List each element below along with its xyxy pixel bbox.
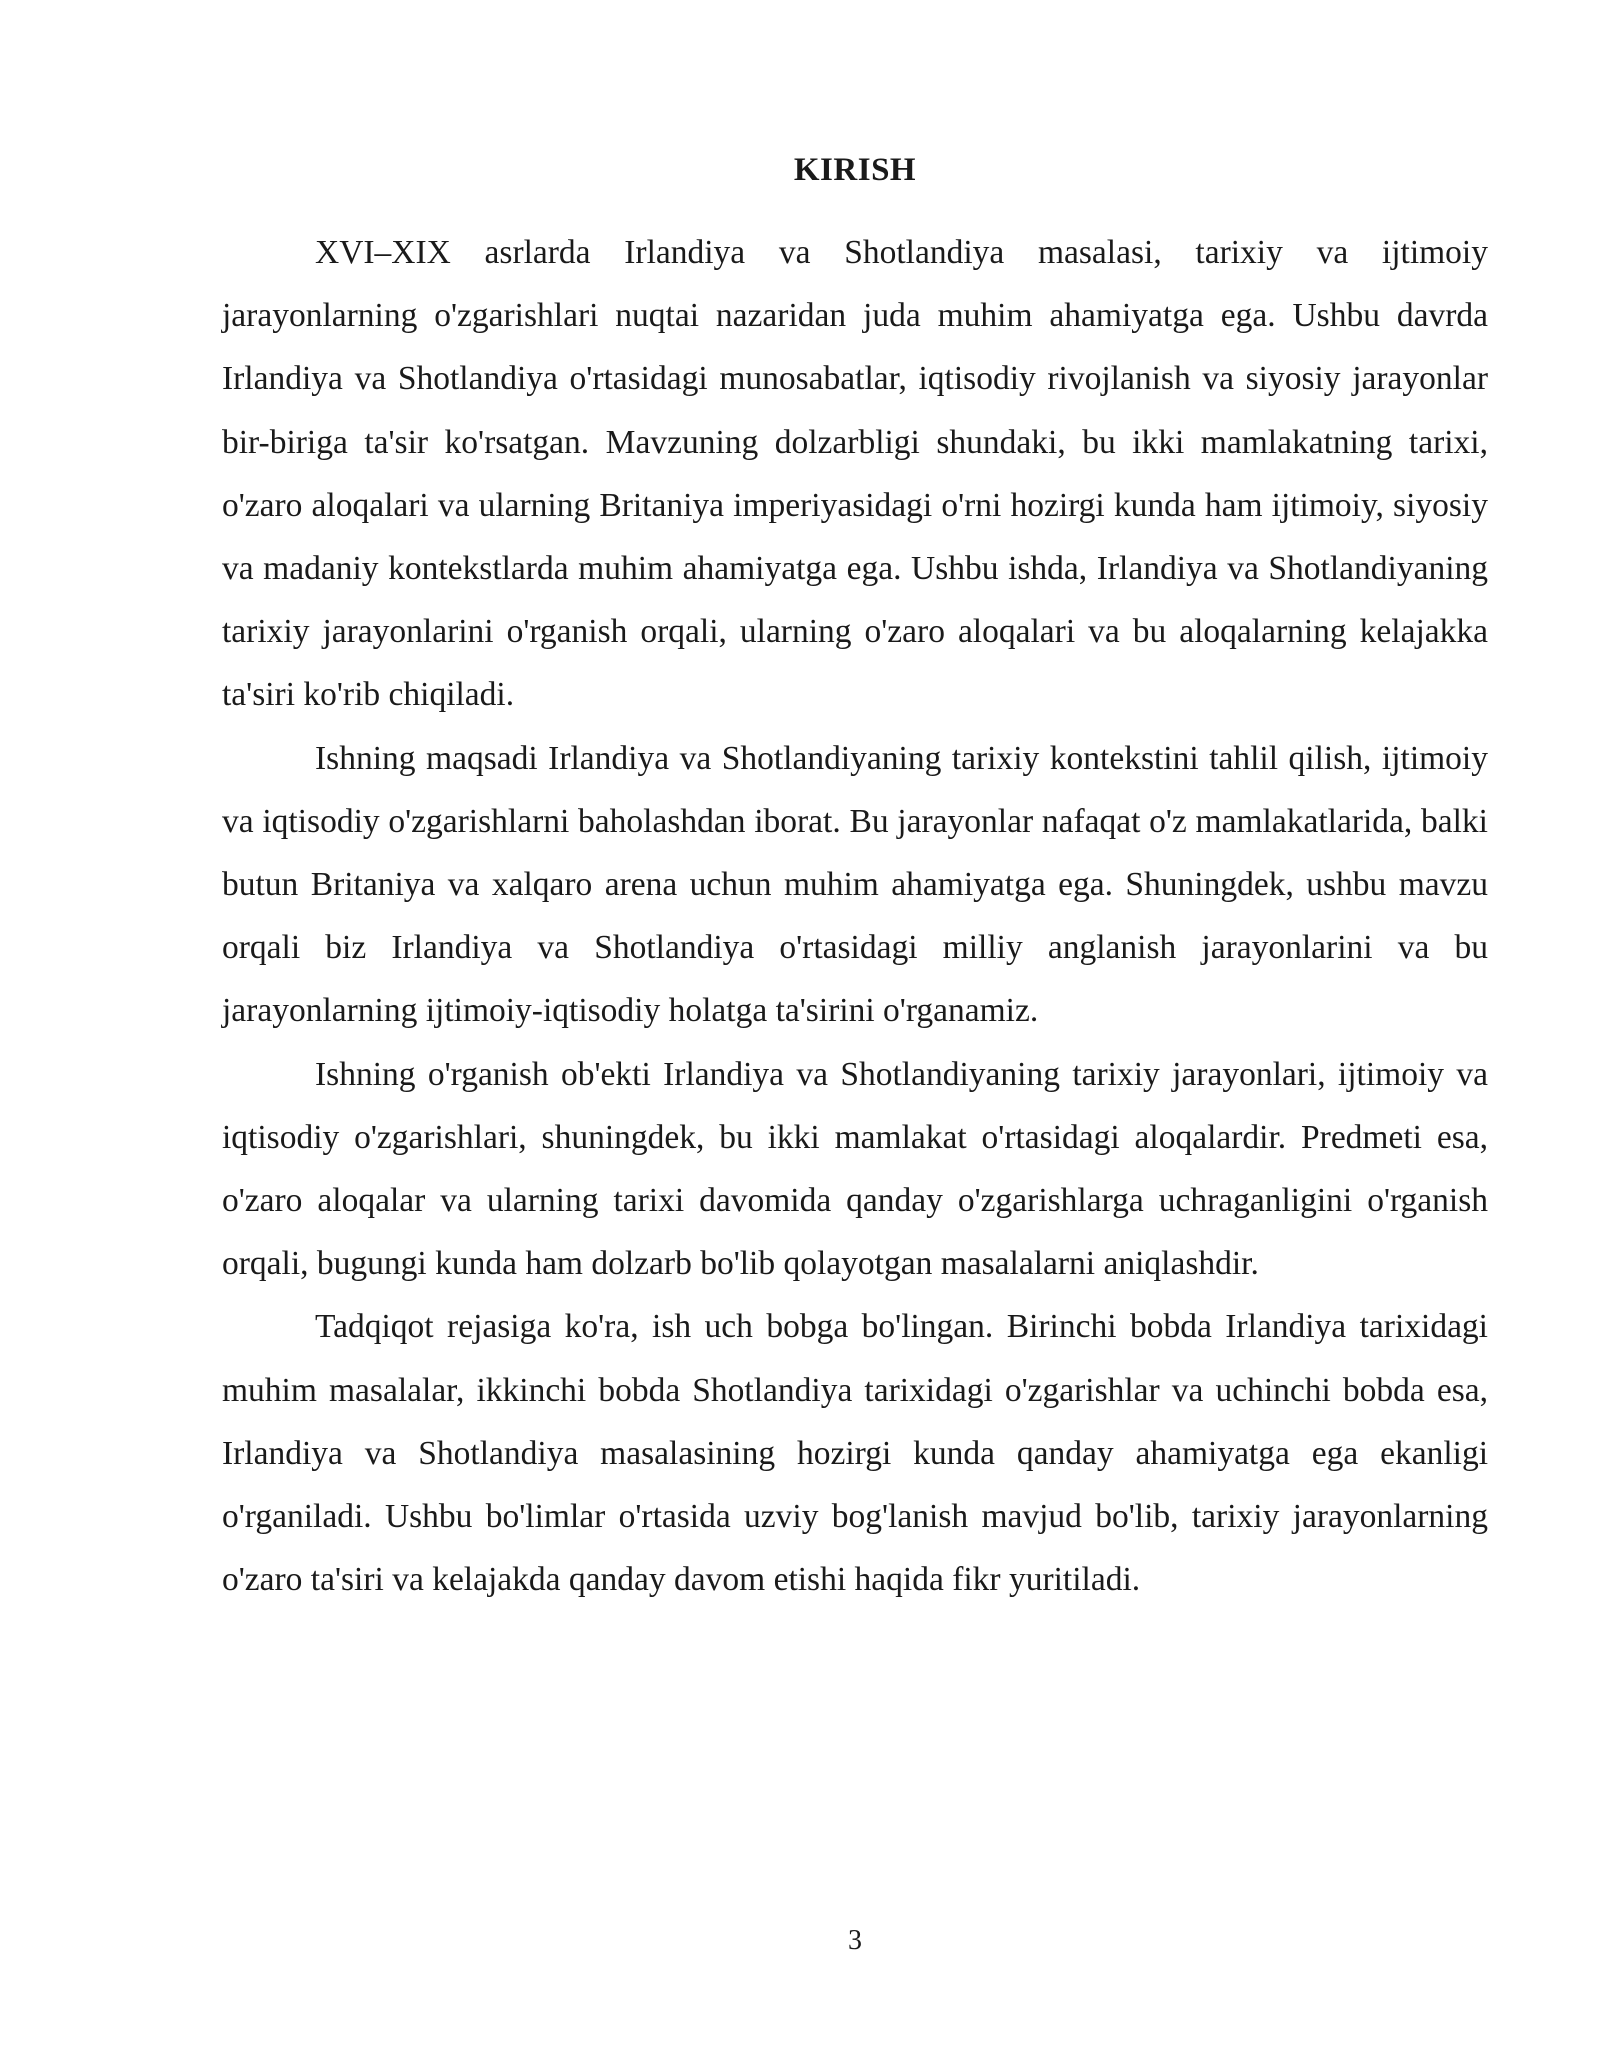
page-title: KIRISH xyxy=(793,152,917,188)
page-number: 3 xyxy=(848,1925,862,1956)
paragraph-object-subject: Ishning o'rganish ob'ekti Irlandiya va Shotlandiyaning tarixiy jarayonlari, ijtimoiy va iqtisodiy o'zgarishlari, shuningdek, bu ikki mamlakat o'rtasidagi aloqalardir. Predmeti esa, o'zaro aloqalar va ularning tarixi davomida qanday o'zgarishlarga uchraganligini o'rganish orqali, bugungi kunda ham dolzarb bo'lib qolayotgan masalalarni aniqlashdir. xyxy=(222,1055,1488,1283)
paragraph-structure: Tadqiqot rejasiga ko'ra, ish uch bobga bo'lingan. Birinchi bobda Irlandiya tarixidagi muhim masalalar, ikkinchi bobda Shotlandiya tarixidagi o'zgarishlar va uchinchi bobda esa, Irlandiya va Shotlandiya masalasining hozirgi kunda qanday ahamiyatga ega ekanligi o'rganiladi. Ushbu bo'limlar o'rtasida uzviy bog'lanish mavjud bo'lib, tarixiy jarayonlarning o'zaro ta'siri va kelajakda qanday davom etishi haqida fikr yuritiladi. xyxy=(222,1308,1488,1599)
paragraph-goal: Ishning maqsadi Irlandiya va Shotlandiyaning tarixiy kontekstini tahlil qilish, ijtimoiy va iqtisodiy o'zgarishlarni baholashdan iborat. Bu jarayonlar nafaqat o'z mamlakatlarida, balki butun Britaniya va xalqaro arena uchun muhim ahamiyatga ega. Shuningdek, ushbu mavzu orqali biz Irlandiya va Shotlandiya o'rtasidagi milliy anglanish jarayonlarini va bu jarayonlarning ijtimoiy-iqtisodiy holatga ta'sirini o'rganamiz. xyxy=(222,739,1488,1030)
paragraph-relevance: XVI–XIX asrlarda Irlandiya va Shotlandiya masalasi, tarixiy va ijtimoiy jarayonlarning o'zgarishlari nuqtai nazaridan juda muhim ahamiyatga ega. Ushbu davrda Irlandiya va Shotlandiya o'rtasidagi munosabatlar, iqtisodiy rivojlanish va siyosiy jarayonlar bir-biriga ta'sir ko'rsatgan. Mavzuning dolzarbligi shundaki, bu ikki mamlakatning tarixi, o'zaro aloqalari va ularning Britaniya imperiyasidagi o'rni hozirgi kunda ham ijtimoiy, siyosiy va madaniy kontekstlarda muhim ahamiyatga ega. Ushbu ishda, Irlandiya va Shotlandiyaning tarixiy jarayonlarini o'rganish orqali, ularning o'zaro aloqalari va bu aloqalarning kelajakka ta'siri ko'rib chiqiladi. xyxy=(222,234,1488,714)
body-text xyxy=(222,221,1488,1611)
